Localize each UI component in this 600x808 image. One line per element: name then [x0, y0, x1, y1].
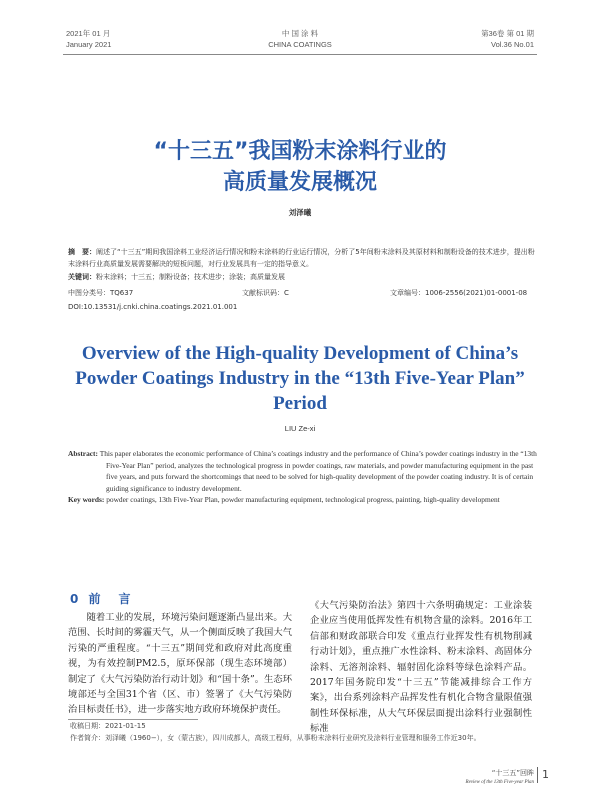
clc-label: 中图分类号： — [68, 289, 110, 297]
article-title-en — [0, 341, 600, 416]
abstract-cn-text: 阐述了“十三五”期间我国涂料工业经济运行情况和粉末涂料的行业运行情况，分析了5年间粉末涂料及其原材料和制粉设备的技术进步，提出粉末涂料行业高质量发展需要解决的短板问题，对行业发展具有一定的指导意义。 — [68, 248, 535, 268]
title-en-line2: Powder Coatings Industry in the “13th Five-Year Plan” — [75, 368, 525, 389]
received-date: 收稿日期：2021-01-15 — [70, 722, 146, 730]
header-date-cn: 2021年 01 月 — [66, 29, 111, 38]
abstract-en-text: This paper elaborates the economic performance of China’s coatings industry and the performance of China’s powder coatings industry in the “13th Five-Year Plan” period, analyzes the technological progress in powder coatings, raw materials, and powder manufacturing equipment in the past five years, and puts forward the shortcomings that need to be solved for high-quality development of the powder coating industry. It is of certain guiding significance to industry development. — [99, 449, 537, 493]
footer-title: “十三五”回眸 — [491, 769, 534, 777]
section-heading — [70, 590, 134, 607]
body-column-left: 随着工业的发展，环境污染问题逐渐凸显出来。大范围、长时间的雾霾天气，从一个侧面反映了我国大气污染的严重程度。“十三五”期间党和政府对此高度重视，为有效控制PM2.5，原环保部（现生态环境部）制定了《大气污染防治行动计划》和“国十条”。生态环境部还与全国31个省（区、市）签署了《大气污染防治目标责任书》，进一步落实地方政府环境保护责任。 — [68, 612, 292, 716]
article-title-cn — [0, 136, 600, 198]
journal-name-cn: 中 国 涂 料 — [281, 29, 319, 38]
title-en-line3: Period — [273, 393, 327, 414]
abstract-en-label: Abstract: — [68, 449, 98, 458]
keywords-cn-text: 粉末涂料；十三五；制粉设备；技术进步；涂装；高质量发展 — [96, 273, 285, 281]
header-rule — [63, 54, 537, 55]
header-date-en: January 2021 — [66, 40, 112, 49]
body-column-right: 《大气污染防治法》第四十六条明确规定：工业涂装企业应当使用低挥发性有机物含量的涂料。2016年工信部和财政部联合印发《重点行业挥发性有机物削减行动计划》，重点推广水性涂料、粉末涂料、高固体分涂料、无溶剂涂料、辐射固化涂料等绿色涂料产品。2017年国务院印发“十三五”节能减排综合工作方案》，出台系列涂料产品挥发性有机化合物含量限值强制性环保标准，从大气环保层面提出涂料行业强制性标准 — [310, 600, 532, 735]
document-code-value: C — [284, 289, 289, 297]
keywords-en-text: powder coatings, 13th Five-Year Plan, powder manufacturing equipment, technological progress, painting, high-quality development — [106, 495, 500, 504]
abstract-en — [68, 448, 542, 506]
footnote-rule — [68, 719, 198, 720]
abstract-en-paragraph — [68, 448, 542, 494]
doi: DOI:10.13531/j.cnki.china.coatings.2021.01.001 — [68, 303, 238, 311]
title-cn-line2: 高质量发展概况 — [222, 170, 377, 195]
article-number — [390, 287, 527, 299]
title-cn-line1: “十三五”我国粉末涂料行业的 — [153, 139, 447, 164]
page-number: 1 — [537, 767, 549, 783]
section-number: 0 — [70, 592, 82, 606]
title-en-line1: Overview of the High-quality Development of China’s — [81, 343, 519, 364]
keywords-en-paragraph — [68, 494, 542, 506]
abstract-cn-label: 摘 要： — [68, 248, 96, 256]
document-code — [242, 287, 289, 299]
section-title: 前 言 — [88, 592, 134, 606]
article-number-value: 1006-2556(2021)01-0001-08 — [425, 289, 528, 297]
header-volume-en: Vol.36 No.01 — [491, 40, 534, 49]
header-right — [481, 28, 534, 50]
author-name-en: LIU Ze-xi — [284, 424, 316, 433]
author-name-cn: 刘泽曦 — [288, 208, 312, 217]
header-volume-cn: 第36卷 第 01 期 — [481, 29, 534, 38]
article-number-label: 文章编号： — [390, 289, 425, 297]
keywords-en-label: Key words: — [68, 495, 105, 504]
clc-value: TQ637 — [110, 289, 134, 297]
journal-name-en: CHINA COATINGS — [268, 40, 332, 49]
keywords-cn — [68, 271, 285, 283]
keywords-cn-label: 关键词： — [68, 273, 96, 281]
document-code-label: 文献标识码： — [242, 289, 284, 297]
clc-number — [68, 287, 133, 299]
abstract-cn — [68, 246, 540, 270]
footer-column-title — [466, 769, 534, 787]
footer-subtitle: Review of the 13th Five-year Plan — [465, 780, 534, 785]
author-bio: 作者简介：刘泽曦（1960−），女（蒙古族），四川成都人，高级工程师，从事粉末涂料行业研究及涂料行业管理和服务工作近30年。 — [70, 734, 481, 742]
